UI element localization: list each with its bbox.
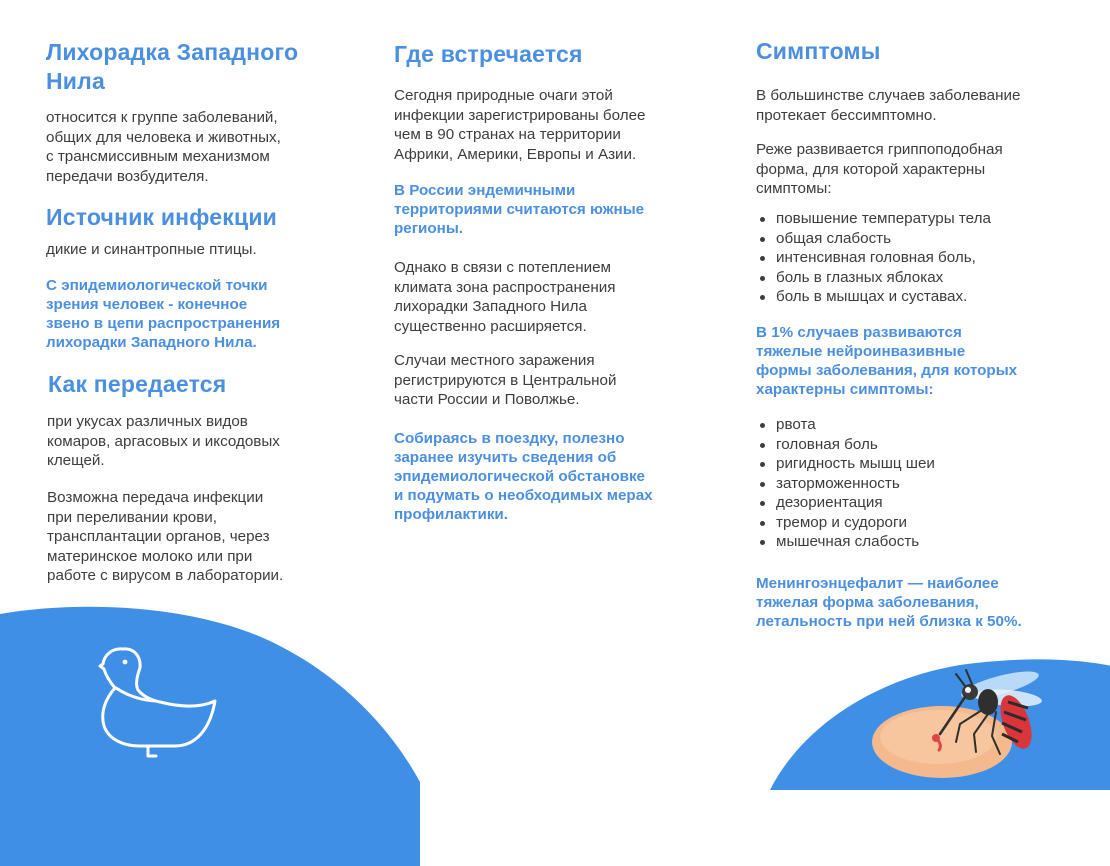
blue-blob-right [760, 650, 1110, 790]
intro-text [46, 108, 281, 186]
source-text: дикие и синантропные птицы. [46, 241, 257, 258]
text-line: клещей. [47, 452, 105, 469]
list-item: заторможенность [756, 474, 935, 494]
text-line: материнское молоко или при [47, 547, 253, 565]
text-line: тяжелая форма заболевания, [756, 594, 979, 611]
text-line: профилактики. [394, 506, 508, 523]
text-line: Случаи местного заражения [394, 352, 595, 369]
text-line: инфекции зарегистрированы более [394, 106, 646, 124]
blue-blob-left [0, 606, 420, 866]
climate-text [394, 258, 615, 336]
text-line: части России и Поволжье. [394, 391, 580, 408]
text-line: Собираясь в поездку, полезно [394, 430, 625, 447]
text-line: В России эндемичными [394, 182, 576, 199]
text-line: эпидемиологической обстановке [394, 468, 646, 485]
text-line: относится к группе заболеваний, [46, 109, 278, 126]
list-item: интенсивная головная боль, [756, 248, 991, 268]
text-line: симптомы: [756, 180, 832, 197]
text-line: при переливании крови, [47, 508, 218, 526]
text-line: климата зона распространения [394, 278, 616, 296]
source-highlight [46, 276, 280, 352]
text-line: протекает бессимптомно. [756, 106, 937, 124]
text-line: характерны симптомы: [756, 381, 934, 398]
list-item: ригидность мышц шеи [756, 454, 935, 474]
neuroinvasive-highlight [756, 323, 1017, 399]
page-title [46, 38, 298, 96]
title-line: Лихорадка Западного [46, 39, 299, 65]
text-line: Однако в связи с потеплением [394, 259, 611, 276]
text-line: чем в 90 странах на территории [394, 126, 621, 143]
text-line: формы заболевания, для которых [756, 362, 1018, 379]
list-item: дезориентация [756, 493, 935, 513]
distribution-text [394, 86, 645, 164]
text-line: Возможна передача инфекции [47, 489, 264, 506]
russia-highlight [394, 181, 644, 238]
text-line: форма, для которой характерны [756, 160, 986, 178]
text-line: В 1% случаев развиваются [756, 324, 962, 341]
text-line: Африки, Америки, Европы и Азии. [394, 145, 637, 163]
text-line: регионы. [394, 220, 464, 237]
transmission-extra-text [47, 488, 283, 586]
text-line: В большинстве случаев заболевание [756, 87, 1021, 104]
text-line: при укусах различных видов [47, 413, 248, 430]
asymptomatic-text [756, 86, 1020, 125]
list-item: боль в мышцах и суставах. [756, 287, 991, 307]
text-line: звено в цепи распространения [46, 315, 281, 332]
text-line: С эпидемиологической точки [46, 277, 268, 294]
text-line: Менингоэнцефалит — наиболее [756, 575, 999, 592]
flu-symptoms-list [756, 209, 991, 307]
list-item: рвота [756, 415, 935, 435]
severe-symptoms-list [756, 415, 935, 552]
text-line: с трансмиссивным механизмом [46, 148, 270, 165]
text-line: лихорадки Западного Нила. [46, 334, 257, 351]
text-line: регистрируются в Центральной [394, 371, 617, 389]
text-line: Сегодня природные очаги этой [394, 87, 613, 104]
list-item: тремор и судороги [756, 513, 935, 533]
text-line: территориями считаются южные [394, 201, 645, 218]
flu-form-text [756, 140, 1003, 199]
transmission-text [47, 412, 280, 471]
source-heading: Источник инфекции [46, 204, 278, 230]
title-line: Нила [46, 68, 105, 94]
text-line: работе с вирусом в лаборатории. [47, 567, 284, 584]
text-line: Реже развивается гриппоподобная [756, 141, 1003, 158]
distribution-heading: Где встречается [394, 41, 583, 67]
text-line: существенно расширяется. [394, 317, 587, 335]
text-line: лихорадки Западного Нила [394, 298, 587, 315]
list-item: повышение температуры тела [756, 209, 991, 229]
text-line: общих для человека и животных, [46, 128, 281, 146]
text-line: трансплантации органов, через [47, 528, 270, 545]
text-line: и подумать о необходимых мерах [394, 487, 653, 504]
list-item: общая слабость [756, 229, 991, 249]
symptoms-heading: Симптомы [756, 38, 881, 64]
list-item: боль в глазных яблоках [756, 268, 991, 288]
text-line: комаров, аргасовых и иксодовых [47, 432, 280, 450]
text-line: летальность при ней близка к 50%. [756, 613, 1022, 630]
list-item: головная боль [756, 435, 935, 455]
list-item: мышечная слабость [756, 532, 935, 552]
local-cases-text [394, 351, 616, 410]
text-line: заранее изучить сведения об [394, 449, 617, 466]
travel-advice-highlight [394, 429, 653, 524]
meningoencephalitis-highlight [756, 574, 1022, 631]
text-line: передачи возбудителя. [46, 167, 209, 185]
text-line: зрения человек - конечное [46, 296, 248, 313]
text-line: тяжелые нейроинвазивные [756, 343, 966, 360]
transmission-heading: Как передается [48, 371, 227, 397]
